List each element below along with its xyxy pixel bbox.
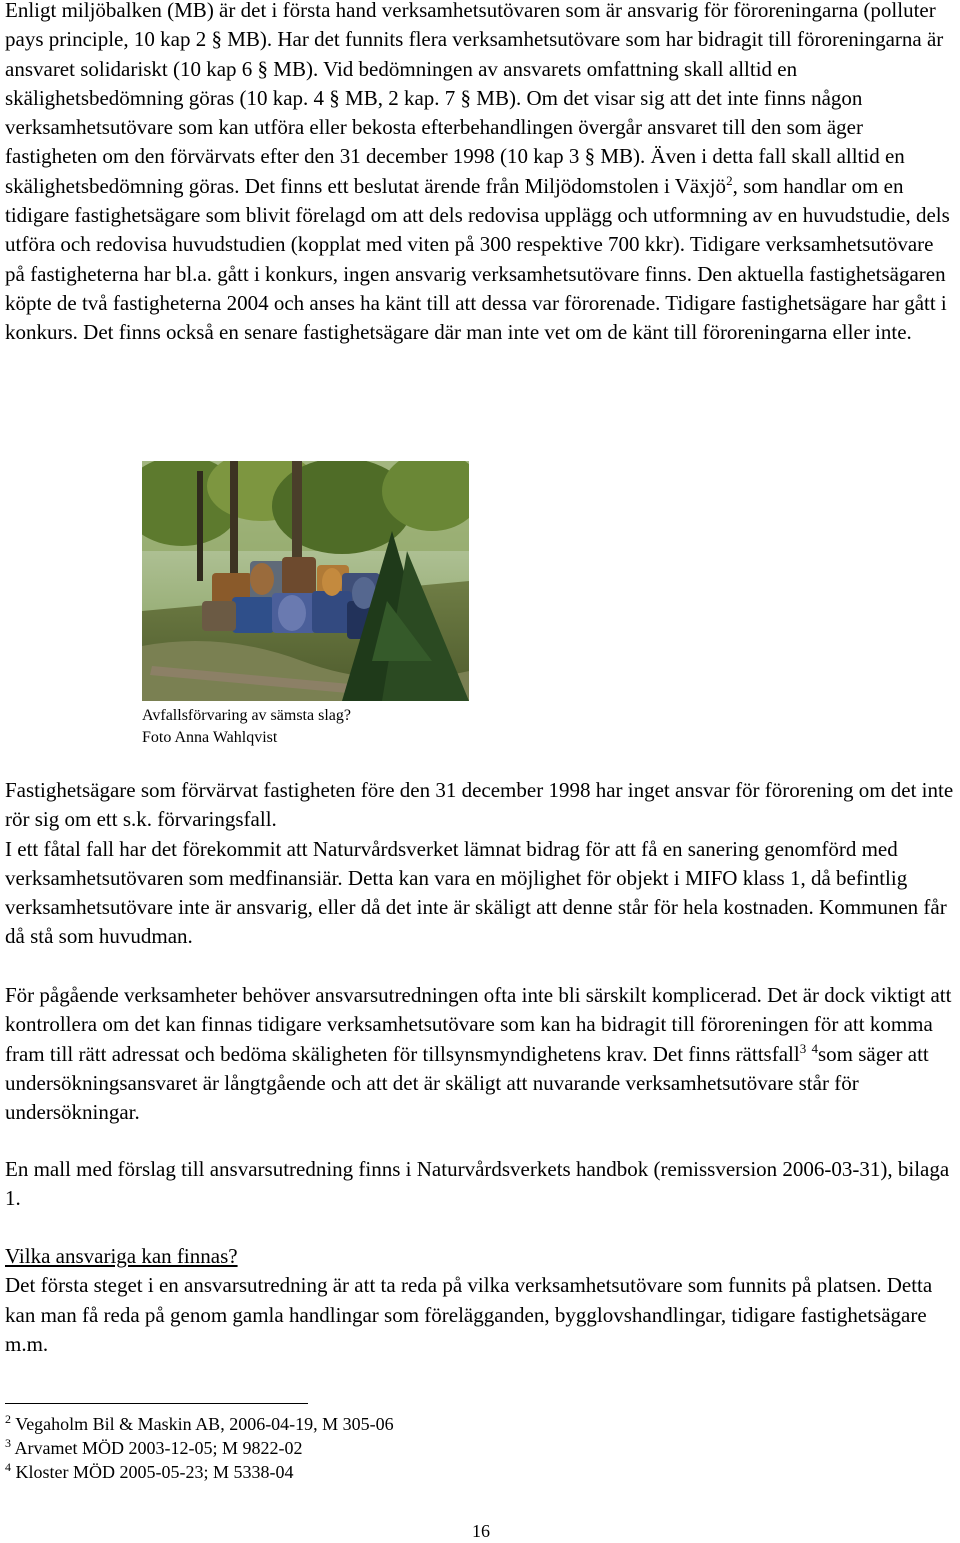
paragraph-property-owners <box>5 776 957 952</box>
section-who-responsible <box>5 1242 957 1359</box>
footnote-ref-2[interactable]: 2 <box>726 172 733 188</box>
paragraph-ongoing-operations <box>5 981 957 1127</box>
footnote-2 <box>5 1412 905 1436</box>
section-heading: Vilka ansvariga kan finnas? <box>5 1244 238 1268</box>
footnote-text: Vegaholm Bil & Maskin AB, 2006-04-19, M 305-06 <box>15 1414 394 1434</box>
paragraph-text: Det första steget i en ansvarsutredning är att ta reda på vilka verksamhetsutövare som funnits på platsen. Detta kan man få reda på genom gamla handlingar som förelägganden, bygglovshandlingar, tidigare fastighetsägare m.m. <box>5 1273 933 1356</box>
caption-title: Avfallsförvaring av sämsta slag? <box>142 707 351 724</box>
paragraph-text: Enligt miljöbalken (MB) är det i första hand verksamhetsutövaren som är ansvarig för föroreningarna (polluter pays principle, 10 kap 2 § MB). Har det funnits flera verksamhetsutövare som har bidragit till föroreningarna är ansvaret solidariskt (10 kap 6 § MB). Vid bedömningen av ansvarets omfattning skall alltid en skälighetsbedömning göras (10 kap. 4 § MB, 2 kap. 7 § MB). Om det visar sig att det inte finns någon verksamhetsutövare som kan utföra eller bekosta efterbehandlingen övergår ansvaret till den som äger fastigheten om den förvärvats efter den 31 december 1998 (10 kap 3 § MB). Även i detta fall skall alltid en skälighetsbedömning göras. Det finns ett beslutat ärende från Miljödomstolen i Växjö <box>5 0 944 198</box>
page-number: 16 <box>472 1521 490 1541</box>
paragraph-template: En mall med förslag till ansvarsutredning finns i Naturvårdsverkets handbok (remissversion 2006-03-31), bilaga 1. <box>5 1157 950 1211</box>
paragraph-text: , som handlar om en tidigare fastighetsägare som blivit förelagd om att dels redovisa upplägg och utformning av en huvudstudie, dels utföra och redovisa huvudstudien (kopplat med viten på 300 respektive 700 kkr). Tidigare verksamhetsutövare på fastigheterna har bl.a. gått i konkurs, ingen ansvarig verksamhetsutövare finns. Den aktuella fastighetsägaren köpte de två fastigheterna 2004 och anses ha känt till att dessa var förorenade. Tidigare fastighetsägare har gått i konkurs. Det finns också en senare fastighetsägare där man inte vet om de känt till föroreningarna eller inte. <box>5 173 950 345</box>
paragraph-text: Fastighetsägare som förvärvat fastigheten före den 31 december 1998 har inget ansvar för förorening om det inte rör sig om ett s.k. förvaringsfall. <box>5 778 954 832</box>
footnote-number: 3 <box>5 1436 11 1450</box>
footnote-ref-3[interactable]: 3 <box>799 1040 807 1056</box>
paragraph-text: I ett fåtal fall har det förekommit att Naturvårdsverket lämnat bidrag för att få en sanering genomförd med verksamhetsutövaren som medfinansiär. Detta kan vara en möjlighet för objekt i MIFO klass 1, då befintlig verksamhetsutövare inte är ansvarig, eller då det inte är skäligt att denne står för hela kostnaden. Kommunen får då stå som huvudman. <box>5 836 947 949</box>
paragraph-text: som säger att undersökningsansvaret är långtgående och att det är skäligt att nuvarande verksamhetsutövare står för undersökningar. <box>5 1041 929 1125</box>
photo-caption <box>142 705 351 749</box>
footnote-3 <box>5 1436 905 1460</box>
footnote-divider <box>5 1403 308 1404</box>
caption-credit: Foto Anna Wahlqvist <box>142 729 278 746</box>
paragraph-text: För pågående verksamheter behöver ansvarsutredningen ofta inte bli särskilt komplicerad. Det är dock viktigt att kontrollera om det kan finnas tidigare verksamhetsutövare som kan ha bidragit till föroreningen för att komma fram till rätt adressat och bedöma skäligheten för tillsynsmyndighetens krav. Det finns rättsfall <box>5 983 952 1066</box>
barrels-photo <box>142 461 469 701</box>
paragraph-liability <box>5 0 957 348</box>
footnote-number: 4 <box>5 1460 11 1474</box>
footnote-text: Arvamet MÖD 2003-12-05; M 9822-02 <box>14 1438 303 1458</box>
photo-illustration <box>142 461 469 701</box>
footnote-ref-4[interactable]: 4 <box>811 1040 818 1056</box>
footnote-text: Kloster MÖD 2005-05-23; M 5338-04 <box>15 1462 294 1482</box>
footnotes <box>5 1412 905 1484</box>
footnote-number: 2 <box>5 1412 11 1426</box>
footnote-4 <box>5 1460 905 1484</box>
